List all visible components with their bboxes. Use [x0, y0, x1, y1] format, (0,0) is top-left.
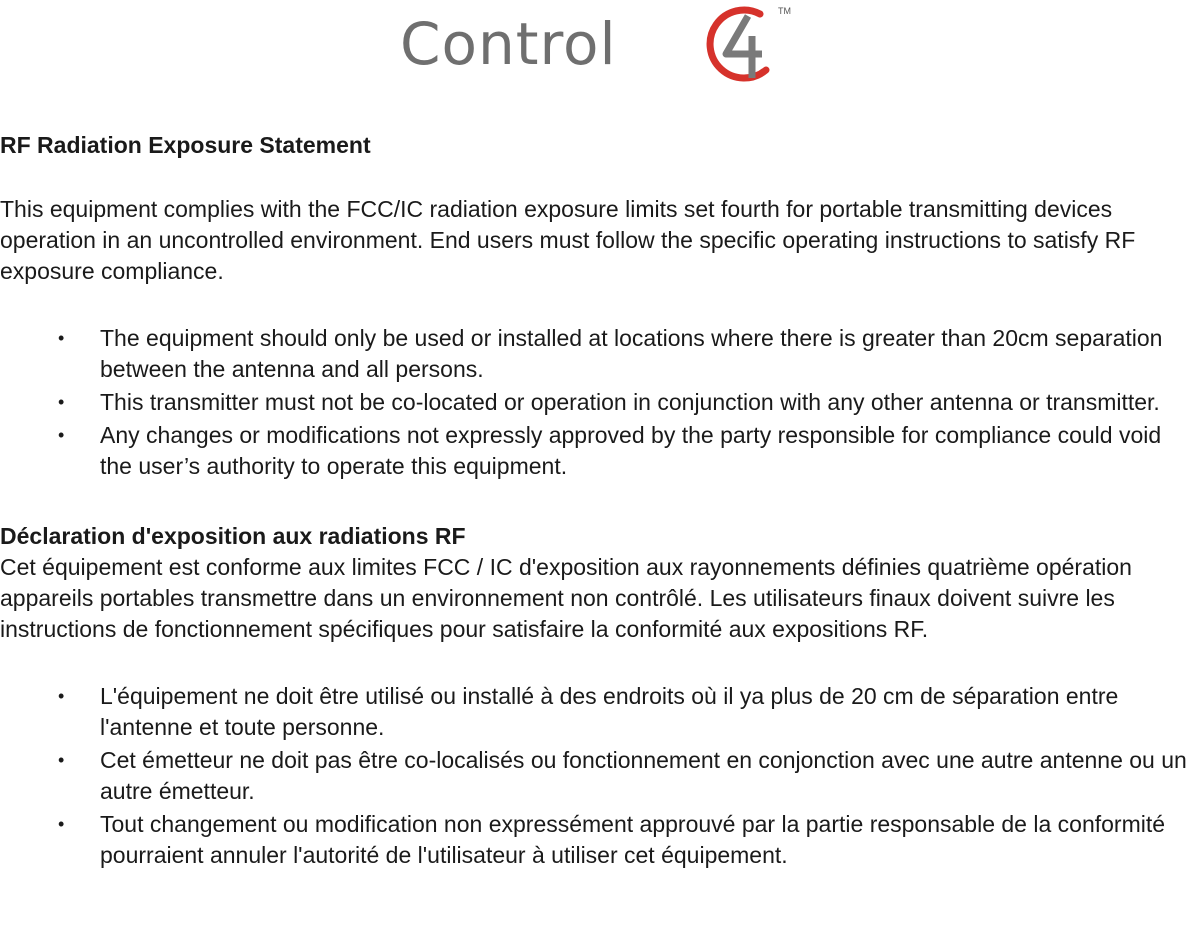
french-heading: Déclaration d'exposition aux radiations RF: [0, 523, 466, 549]
list-item: [0, 809, 1196, 871]
french-bullet-list: [0, 681, 1196, 871]
bullet-icon: •: [58, 328, 65, 348]
list-item: [0, 387, 1196, 418]
bullet-icon: •: [58, 686, 65, 706]
bullet-icon: •: [58, 392, 65, 412]
english-heading: RF Radiation Exposure Statement: [0, 132, 371, 158]
list-item-text: This transmitter must not be co-located or operation in conjunction with any other antenna or transmitter.: [100, 389, 1160, 415]
logo-four-mark-icon: [696, 2, 784, 88]
bullet-icon: •: [58, 814, 65, 834]
list-item: [0, 681, 1196, 743]
control4-logo: [400, 2, 800, 88]
list-item-text: The equipment should only be used or installed at locations where there is greater than 20cm separation between the antenna and all persons.: [100, 325, 1163, 382]
logo-wordmark: Control: [400, 10, 617, 78]
bullet-icon: •: [58, 750, 65, 770]
english-bullet-list: [0, 323, 1196, 482]
list-item: [0, 323, 1196, 385]
list-item-text: Cet émetteur ne doit pas être co-localisés ou fonctionnement en conjonction avec une autre antenne ou un autre émetteur.: [100, 747, 1187, 804]
english-paragraph: This equipment complies with the FCC/IC radiation exposure limits set fourth for portable transmitting devices operation in an uncontrolled environment. End users must follow the specific operating instructions to satisfy RF exposure compliance.: [0, 196, 1136, 284]
list-item: [0, 745, 1196, 807]
document-body: [0, 130, 1196, 873]
list-item-text: Tout changement ou modification non expressément approuvé par la partie responsable de la conformité pourraient annuler l'autorité de l'utilisateur à utiliser cet équipement.: [100, 811, 1166, 868]
trademark-symbol: TM: [778, 6, 791, 16]
list-item-text: L'équipement ne doit être utilisé ou installé à des endroits où il ya plus de 20 cm de séparation entre l'antenne et toute personne.: [100, 683, 1119, 740]
list-item-text: Any changes or modifications not expressly approved by the party responsible for compliance could void the user’s authority to operate this equipment.: [100, 422, 1162, 479]
list-item: [0, 420, 1196, 482]
bullet-icon: •: [58, 425, 65, 445]
french-paragraph: Cet équipement est conforme aux limites FCC / IC d'exposition aux rayonnements définies quatrième opération appareils portables transmettre dans un environnement non contrôlé. Les utilisateurs finaux doivent suivre les instructions de fonctionnement spécifiques pour satisfaire la conformité aux expositions RF.: [0, 554, 1132, 642]
